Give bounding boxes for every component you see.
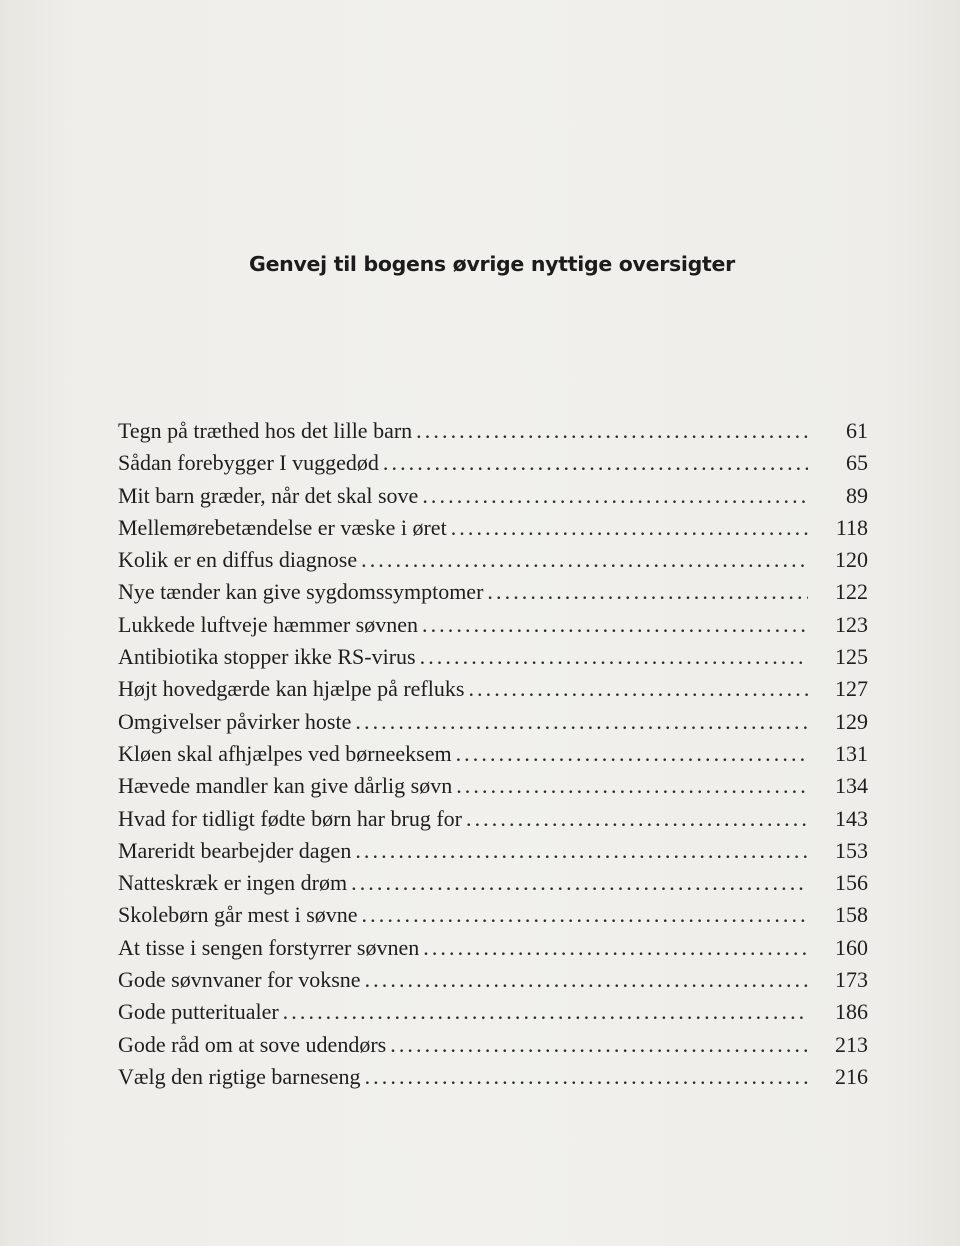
- toc-entry: [118, 579, 868, 611]
- toc-entry-title: Omgivelser påvirker hoste: [118, 708, 352, 734]
- toc-entry-title: Gode putteritualer: [118, 999, 279, 1025]
- toc-entry-title: Gode søvnvaner for voksne: [118, 967, 361, 993]
- page-heading: Genvej til bogens øvrige nyttige oversigter: [249, 252, 735, 276]
- toc-dot-leader: [383, 450, 808, 476]
- toc-entry-page: 89: [846, 482, 868, 508]
- toc-entry-page: 61: [846, 418, 868, 443]
- toc-dot-leader: [283, 999, 808, 1025]
- toc-dot-leader: [466, 806, 808, 832]
- toc-list: [118, 418, 868, 1096]
- toc-entry: [118, 773, 868, 805]
- toc-entry-page: 186: [835, 999, 868, 1025]
- toc-dot-leader: [365, 1064, 808, 1090]
- toc-entry-title: Sådan forebygger I vuggedød: [118, 450, 379, 476]
- toc-dot-leader: [355, 838, 808, 864]
- toc-entry-title: Nye tænder kan give sygdomssymptomer: [118, 579, 484, 605]
- toc-dot-leader: [422, 612, 808, 638]
- toc-entry-title: Tegn på træthed hos det lille barn: [118, 418, 413, 443]
- toc-entry-page: 213: [835, 1031, 868, 1057]
- toc-entry: [118, 612, 868, 644]
- toc-dot-leader: [423, 935, 808, 961]
- toc-entry: [118, 418, 868, 450]
- toc-dot-leader: [362, 902, 808, 928]
- toc-entry-title: Hævede mandler kan give dårlig søvn: [118, 773, 453, 799]
- toc-dot-leader: [468, 676, 808, 702]
- toc-dot-leader: [365, 967, 808, 993]
- toc-dot-leader: [355, 709, 808, 735]
- toc-dot-leader: [390, 1032, 808, 1058]
- toc-entry-title: Skolebørn går mest i søvne: [118, 902, 358, 928]
- toc-entry-page: 127: [835, 676, 868, 702]
- toc-entry: [118, 676, 868, 708]
- toc-entry-title: Mit barn græder, når det skal sove: [118, 482, 419, 508]
- toc-entry-page: 129: [835, 708, 868, 734]
- toc-entry-title: Lukkede luftveje hæmmer søvnen: [118, 611, 418, 637]
- toc-entry-title: Højt hovedgærde kan hjælpe på refluks: [118, 676, 465, 702]
- toc-entry-page: 125: [835, 644, 868, 670]
- toc-entry-page: 156: [835, 870, 868, 896]
- toc-entry-page: 65: [846, 450, 868, 476]
- toc-entry-page: 160: [835, 934, 868, 960]
- toc-dot-leader: [456, 773, 808, 799]
- toc-entry-page: 173: [835, 967, 868, 993]
- toc-entry: [118, 1032, 868, 1064]
- toc-entry-page: 122: [835, 579, 868, 605]
- toc-entry-page: 143: [835, 805, 868, 831]
- toc-entry: [118, 1064, 868, 1096]
- toc-entry: [118, 450, 868, 482]
- toc-entry: [118, 902, 868, 934]
- toc-entry: [118, 935, 868, 967]
- toc-entry-title: At tisse i sengen forstyrrer søvnen: [118, 934, 420, 960]
- toc-entry: [118, 806, 868, 838]
- toc-entry-title: Hvad for tidligt fødte børn har brug for: [118, 805, 462, 831]
- toc-entry-title: Kløen skal afhjælpes ved børneeksem: [118, 740, 452, 766]
- toc-dot-leader: [416, 418, 808, 444]
- toc-dot-leader: [361, 547, 808, 573]
- toc-entry-page: 131: [835, 740, 868, 766]
- toc-entry-page: 120: [835, 547, 868, 573]
- toc-dot-leader: [451, 515, 808, 541]
- toc-dot-leader: [456, 741, 808, 767]
- toc-entry: [118, 999, 868, 1031]
- toc-dot-leader: [487, 579, 808, 605]
- toc-entry-title: Mareridt bearbejder dagen: [118, 837, 352, 863]
- toc-entry-title: Antibiotika stopper ikke RS-virus: [118, 644, 416, 670]
- toc-entry-title: Gode råd om at sove udendørs: [118, 1031, 387, 1057]
- toc-dot-leader: [420, 644, 808, 670]
- toc-entry: [118, 547, 868, 579]
- toc-entry: [118, 838, 868, 870]
- toc-entry-page: 153: [835, 837, 868, 863]
- toc-entry: [118, 483, 868, 515]
- toc-entry: [118, 709, 868, 741]
- toc-entry-page: 158: [835, 902, 868, 928]
- toc-entry: [118, 515, 868, 547]
- toc-entry: [118, 967, 868, 999]
- toc-entry: [118, 741, 868, 773]
- toc-entry-title: Natteskræk er ingen drøm: [118, 870, 348, 896]
- toc-entry-title: Vælg den rigtige barneseng: [118, 1063, 361, 1089]
- toc-entry-page: 118: [835, 514, 868, 540]
- toc-entry-title: Kolik er en diffus diagnose: [118, 547, 358, 573]
- toc-entry-page: 216: [835, 1063, 868, 1089]
- toc-entry-title: Mellemørebetændelse er væske i øret: [118, 514, 447, 540]
- toc-dot-leader: [351, 870, 808, 896]
- toc-entry: [118, 644, 868, 676]
- toc-entry-page: 123: [835, 611, 868, 637]
- toc-dot-leader: [422, 483, 808, 509]
- toc-entry-page: 134: [835, 773, 868, 799]
- toc-entry: [118, 870, 868, 902]
